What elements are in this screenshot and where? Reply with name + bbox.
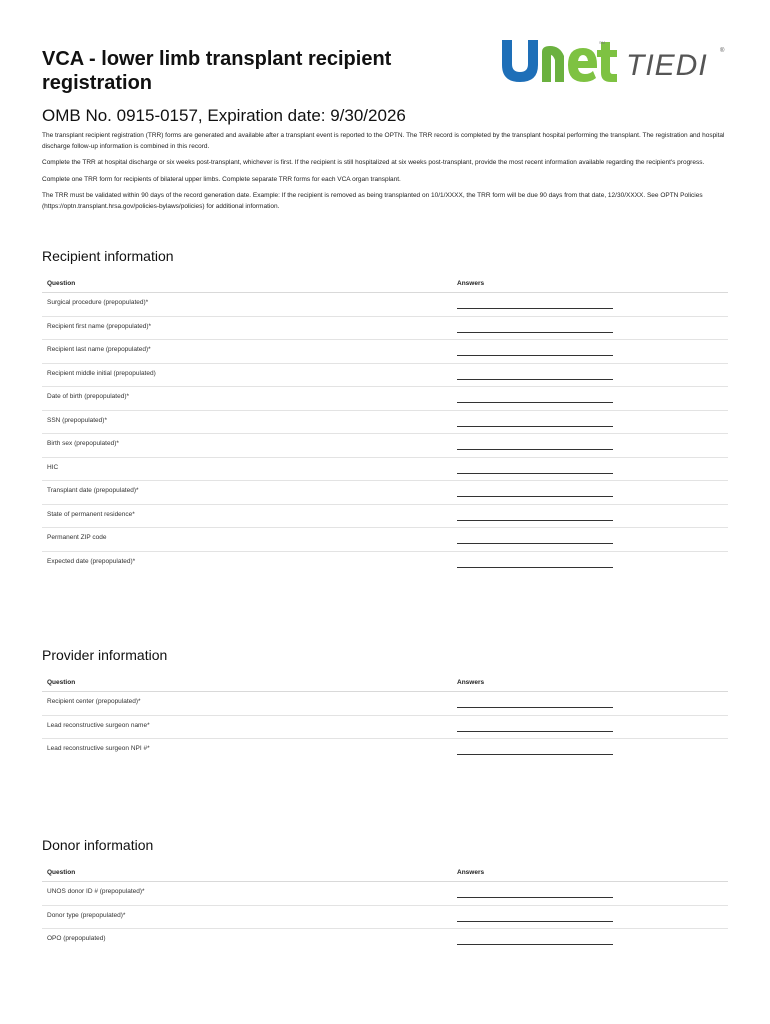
unet-logo-icon [500, 34, 730, 86]
svg-text:®: ® [720, 48, 725, 54]
table-row [42, 481, 728, 505]
question-label: Permanent ZIP code [47, 534, 107, 541]
question-label: State of permanent residence* [47, 510, 135, 518]
answer-line[interactable] [457, 308, 613, 309]
answer-line[interactable] [457, 754, 613, 755]
table-header [42, 863, 728, 882]
question-header: Question [47, 279, 76, 287]
question-label: Date of birth (prepopulated)* [47, 393, 130, 400]
question-header: Question [47, 868, 76, 876]
svg-text:TIEDI: TIEDI [626, 49, 708, 82]
question-label: Recipient center (prepopulated)* [47, 698, 141, 705]
answer-line[interactable] [457, 707, 613, 708]
question-label: Expected date (prepopulated)* [47, 557, 136, 565]
section-title: Donor information [42, 837, 154, 853]
answer-line[interactable] [457, 520, 613, 521]
question-label: OPO (prepopulated) [47, 935, 106, 942]
answer-line[interactable] [457, 402, 613, 403]
intro-text [42, 131, 732, 218]
question-label: Recipient middle initial (prepopulated) [47, 369, 156, 377]
answer-line[interactable] [457, 496, 613, 497]
answer-line[interactable] [457, 921, 613, 922]
table-header [42, 673, 728, 692]
table-row [42, 293, 728, 317]
table-row [42, 906, 728, 930]
table-row [42, 692, 728, 716]
intro-paragraph: The TRR must be validated within 90 days of the record generation date. Example: If the recipient is removed as being transplanted on 10/1/XXXX, the TRR form will be due 90 days from that date, 12/30/XXXX. See OPTN Policies (https://optn.transplant.hrsa.gov/policies-bylaws/policies) for additional information. [42, 192, 703, 210]
section-title: Recipient information [42, 248, 174, 264]
answer-header: Answers [457, 279, 485, 287]
table-row [42, 929, 728, 952]
intro-paragraph: The transplant recipient registration (TRR) forms are generated and available after a transplant event is reported to the OPTN. The TRR record is completed by the transplant hospital performing the transplant. The registration and hospital discharge follow-up information is combined in this record. [42, 132, 725, 150]
answer-line[interactable] [457, 355, 613, 356]
table-header [42, 274, 728, 293]
answer-line[interactable] [457, 543, 613, 544]
answer-line[interactable] [457, 426, 613, 427]
table-row [42, 340, 728, 364]
answer-line[interactable] [457, 567, 613, 568]
table-row [42, 387, 728, 411]
table-row [42, 505, 728, 529]
section-title: Provider information [42, 647, 168, 663]
question-label: Lead reconstructive surgeon name* [47, 721, 150, 729]
answer-line[interactable] [457, 332, 613, 333]
question-label: Surgical procedure (prepopulated)* [47, 299, 149, 306]
answer-line[interactable] [457, 379, 613, 380]
table-row [42, 411, 728, 435]
question-header: Question [47, 678, 76, 686]
question-label: Transplant date (prepopulated)* [47, 487, 139, 494]
provider-section [42, 647, 728, 762]
table-row [42, 716, 728, 740]
question-label: UNOS donor ID # (prepopulated)* [47, 888, 145, 895]
answer-line[interactable] [457, 731, 613, 732]
table-row [42, 882, 728, 906]
question-label: Donor type (prepopulated)* [47, 911, 126, 919]
question-label: Lead reconstructive surgeon NPI #* [47, 745, 150, 752]
question-label: Recipient last name (prepopulated)* [47, 346, 151, 353]
question-label: SSN (prepopulated)* [47, 416, 107, 424]
page-title: VCA - lower limb transplant recipient registration [42, 48, 392, 94]
question-label: Birth sex (prepopulated)* [47, 440, 119, 447]
table-row [42, 739, 728, 762]
answer-header: Answers [457, 868, 485, 876]
table-row [42, 528, 728, 552]
table-row [42, 434, 728, 458]
question-label: HIC [47, 463, 59, 471]
intro-paragraph: Complete one TRR form for recipients of bilateral upper limbs. Complete separate TRR forms for each VCA organ transplant. [42, 175, 401, 183]
table-row [42, 364, 728, 388]
question-label: Recipient first name (prepopulated)* [47, 322, 152, 330]
answer-line[interactable] [457, 944, 613, 945]
answer-header: Answers [457, 678, 485, 686]
table-row [42, 552, 728, 575]
answer-line[interactable] [457, 449, 613, 450]
answer-line[interactable] [457, 473, 613, 474]
svg-text:SM: SM [599, 40, 605, 45]
table-row [42, 317, 728, 341]
intro-paragraph: Complete the TRR at hospital discharge or six weeks post-transplant, whichever is first. If the recipient is still hospitalized at six weeks post-transplant, provide the most recent information available regarding the recipient's progress. [42, 159, 705, 166]
recipient-section [42, 248, 728, 574]
donor-section [42, 837, 728, 952]
omb-number: OMB No. 0915-0157, Expiration date: 9/30/2026 [42, 106, 406, 125]
unet-tiedi-logo [500, 34, 730, 86]
table-row [42, 458, 728, 482]
answer-line[interactable] [457, 897, 613, 898]
